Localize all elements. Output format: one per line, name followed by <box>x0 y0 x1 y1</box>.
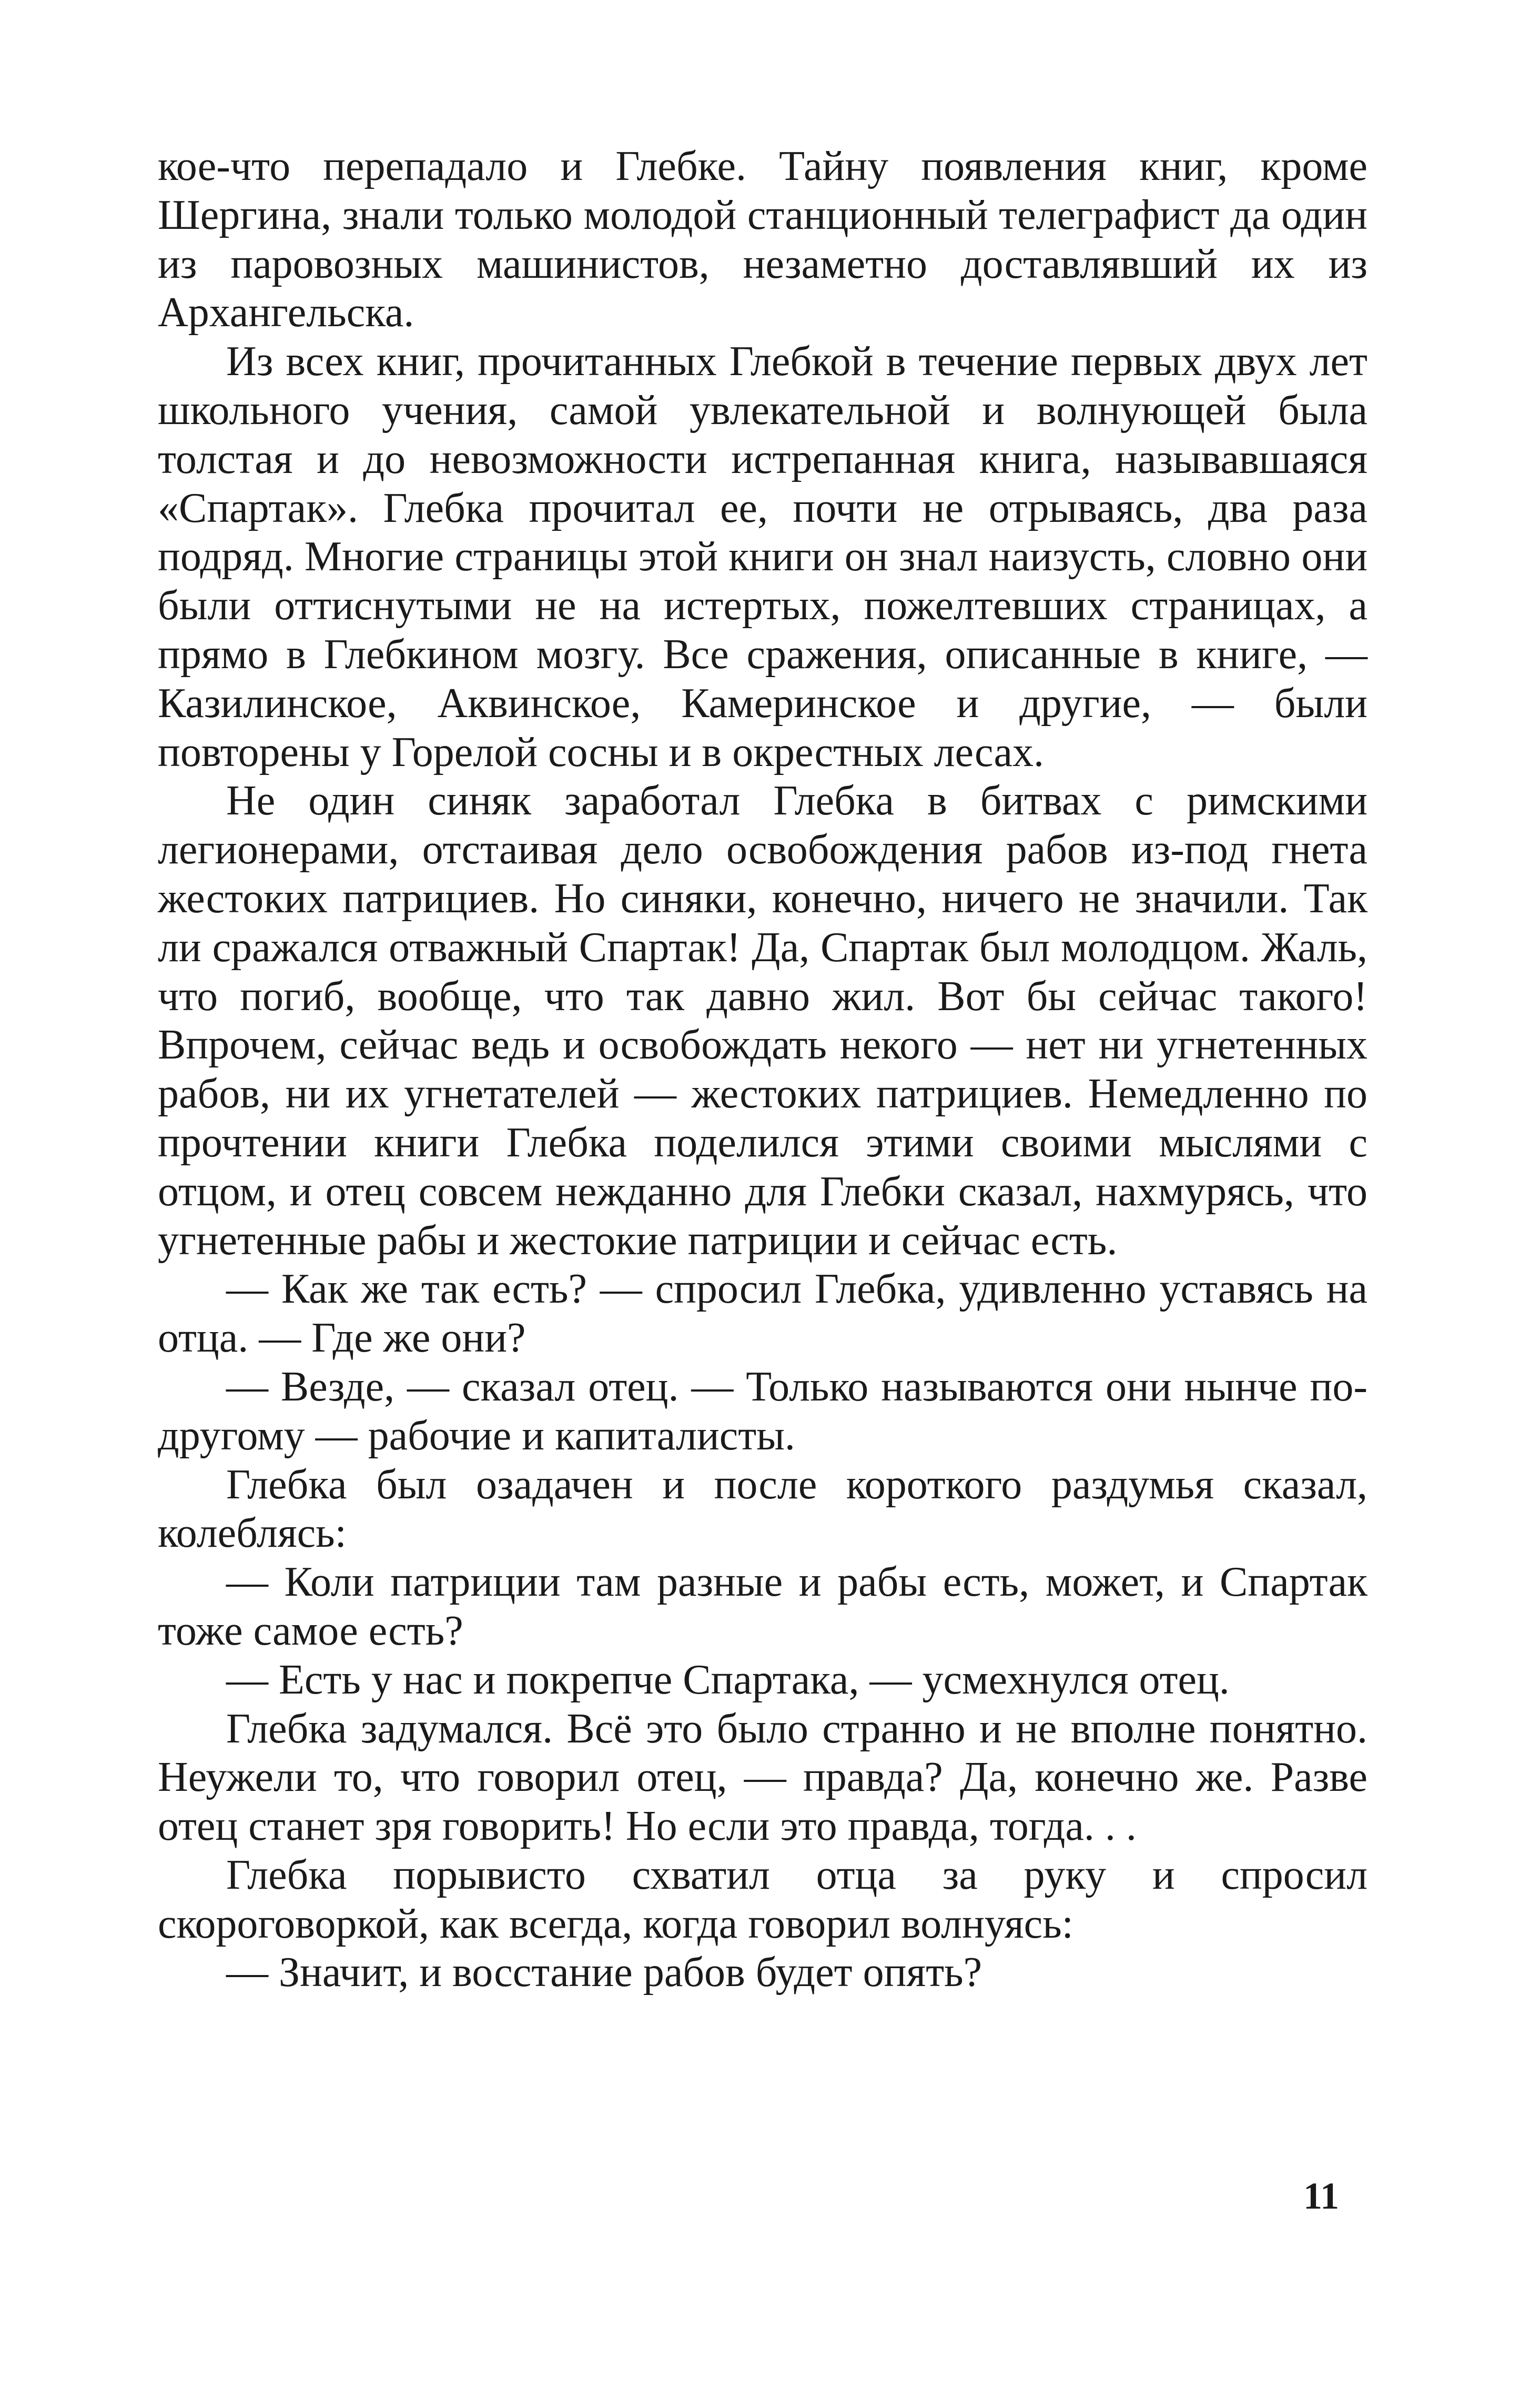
paragraph: Глебка порывисто схватил отца за руку и спросил скороговоркой, как всегда, когда говорил волнуясь: <box>158 1851 1367 1947</box>
paragraph: — Везде, — сказал отец. — Только называются они нынче по-другому — рабочие и капиталисты. <box>158 1363 1367 1459</box>
page-body <box>158 142 1367 1997</box>
paragraph: Из всех книг, прочитанных Глебкой в течение первых двух лет школьного учения, самой увлекательной и волнующей была толстая и до невозможности истрепанная книга, называвшаяся «Спартак». Глебка прочитал ее, почти не отрываясь, два раза подряд. Многие страницы этой книги он знал наизусть, словно они были оттиснутыми не на истертых, пожелтевших страницах, а прямо в Глебкином мозгу. Все сражения, описанные в книге, — Казилинское, Аквинское, Камеринское и другие, — были повторены у Горелой сосны и в окрестных лесах. <box>158 338 1367 775</box>
page-number: 11 <box>1303 2175 1340 2217</box>
paragraph: кое-что перепадало и Глебке. Тайну появления книг, кроме Шергина, знали только молодой станционный телеграфист да один из паровозных машинистов, незаметно доставлявший их из Архангельска. <box>158 143 1367 336</box>
paragraph: — Коли патриции там разные и рабы есть, может, и Спартак тоже самое есть? <box>158 1559 1367 1654</box>
paragraph: — Есть у нас и покрепче Спартака, — усмехнулся отец. <box>226 1656 1230 1703</box>
paragraph: Не один синяк заработал Глебка в битвах с римскими легионерами, отстаивая дело освобождения рабов из-под гнета жестоких патрициев. Но синяки, конечно, ничего не значили. Так ли сражался отважный Спартак! Да, Спартак был молодцом. Жаль, что погиб, вообще, что так давно жил. Вот бы сейчас такого! Впрочем, сейчас ведь и освобождать некого — нет ни угнетенных рабов, ни их угнетателей — жестоких патрициев. Немедленно по прочтении книги Глебка поделился этими своими мыслями с отцом, и отец совсем нежданно для Глебки сказал, нахмурясь, что угнетенные рабы и жестокие патриции и сейчас есть. <box>158 778 1367 1264</box>
paragraph: Глебка задумался. Всё это было странно и не вполне понятно. Неужели то, что говорил отец, — правда? Да, конечно же. Разве отец станет зря говорить! Но если это правда, тогда. . . <box>158 1705 1367 1850</box>
paragraph: Глебка был озадачен и после короткого раздумья сказал, колеблясь: <box>158 1461 1367 1557</box>
paragraph: — Как же так есть? — спросил Глебка, удивленно уставясь на отца. — Где же они? <box>158 1266 1367 1362</box>
paragraph: — Значит, и восстание рабов будет опять? <box>226 1949 982 1996</box>
